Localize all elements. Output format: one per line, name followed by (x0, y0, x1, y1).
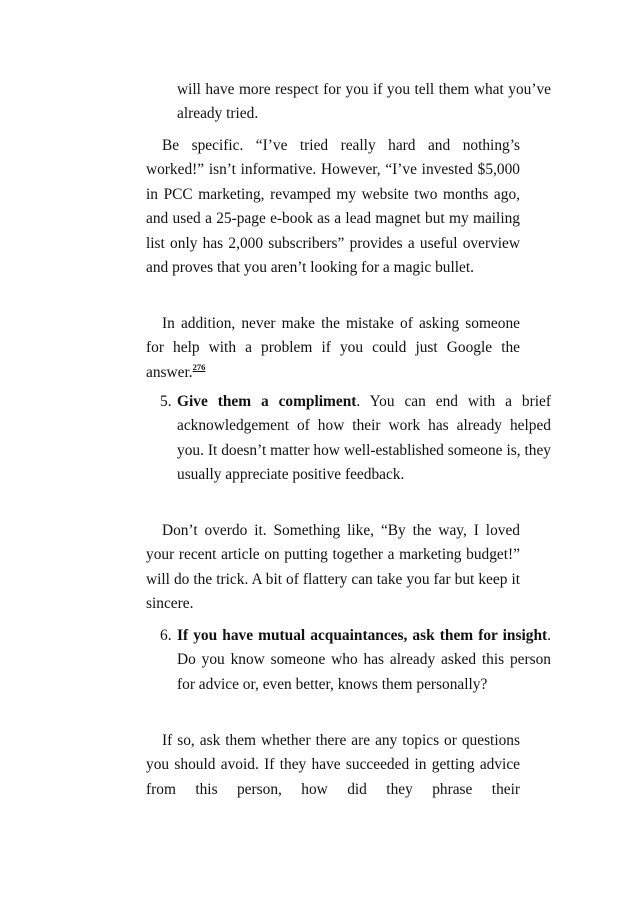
paragraph-be-specific (146, 134, 520, 280)
list-item-title: Give them a compliment (177, 393, 357, 410)
list-item-text: will have more respect for you if you tell them what you’ve already tried. (177, 81, 551, 123)
paragraph-text: In addition, never make the mistake of asking someone for help with a problem if you could just Google the answer. (146, 315, 520, 381)
paragraph-text: Be specific. “I’ve tried really hard and nothing’s worked!” isn’t informative. However, “I’ve invested $5,000 in PCC marketing, revamped my website two months ago, and used a 25-page e-book as a lead magnet but my mailing list only has 2,000 subscribers” provides a useful overview and proves that you aren’t looking for a magic bullet. (146, 137, 520, 277)
list-item-number: 6. (160, 627, 172, 644)
paragraph-dont-overdo (146, 519, 520, 617)
list-item-6 (146, 624, 551, 697)
paragraph-text: If so, ask them whether there are any topics or questions you should avoid. If they have succeeded in getting advice from this person, how did they phrase their (146, 732, 520, 798)
list-item-number: 5. (160, 393, 172, 410)
list-item-text: . You can end with a brief acknowledgement of how their work has already helped you. It doesn’t matter how well-established someone is, they usually appreciate positive feedback. (177, 393, 551, 484)
footnote-reference[interactable]: 276 (192, 361, 206, 372)
list-item-continued (146, 78, 551, 127)
list-item-title: If you have mutual acquaintances, ask them for insight (177, 627, 548, 644)
paragraph-if-so (146, 729, 520, 802)
paragraph-in-addition (146, 312, 520, 385)
list-item-text: . Do you know someone who has already asked this person for advice or, even better, knows them personally? (177, 627, 551, 693)
paragraph-text: Don’t overdo it. Something like, “By the way, I loved your recent article on putting together a marketing budget!” will do the trick. A bit of flattery can take you far but keep it sincere. (146, 522, 520, 613)
list-item-5 (146, 390, 551, 488)
